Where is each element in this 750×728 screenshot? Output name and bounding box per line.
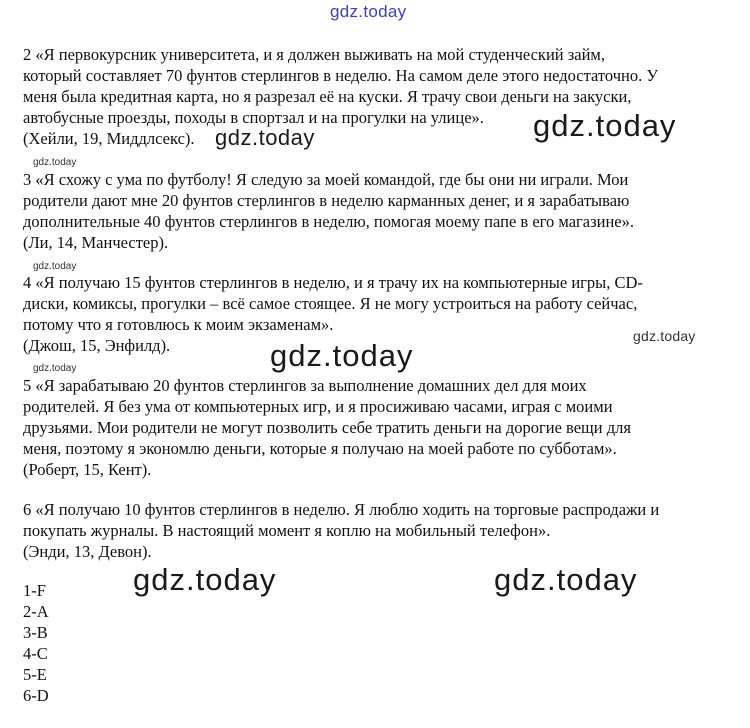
watermark-small: gdz.today <box>33 363 77 374</box>
text-line: покупать журналы. В настоящий момент я коплю на мобильный телефон». <box>23 521 551 540</box>
text-line: автобусные проезды, походы в спортзал и на прогулки на улице». <box>23 108 484 127</box>
text-line: родителей. Я без ума от компьютерных игр, и я просиживаю часами, играя с моими <box>23 397 613 416</box>
text-line: 2 «Я первокурсник университета, и я должен выживать на мой студенческий займ, <box>23 45 605 64</box>
text-line: (Энди, 13, Девон). <box>23 542 152 561</box>
answer-item: 5-E <box>23 665 47 684</box>
text-line: 4 «Я получаю 15 фунтов стерлингов в неделю, и я трачу их на компьютерные игры, CD- <box>23 273 643 292</box>
text-line: который составляет 70 фунтов стерлингов в неделю. На самом деле этого недостаточно. У <box>23 66 659 85</box>
paragraph-6 <box>23 499 728 562</box>
text-line: (Хейли, 19, Миддлсекс). <box>23 129 195 148</box>
answer-item: 4-C <box>23 644 48 663</box>
text-line: (Ли, 14, Манчестер). <box>23 233 169 252</box>
answers-list <box>23 580 49 706</box>
text-line: меня была кредитная карта, но я разрезал её на куски. Я трачу свои деньги на закуски, <box>23 87 632 106</box>
watermark: gdz.today <box>494 562 638 597</box>
text-line: дополнительные 40 фунтов стерлингов в неделю, помогая моему папе в его магазине». <box>23 212 634 231</box>
watermark-small: gdz.today <box>33 261 77 272</box>
text-line: 6 «Я получаю 10 фунтов стерлингов в неделю. Я люблю ходить на торговые распродажи и <box>23 500 660 519</box>
answer-item: 1-F <box>23 581 46 600</box>
text-line: 3 «Я схожу с ума по футболу! Я следую за моей командой, где бы они ни играли. Мои <box>23 170 629 189</box>
text-line: родители дают мне 20 фунтов стерлингов в неделю карманных денег, и я зарабатываю <box>23 191 630 210</box>
watermark: gdz.today <box>215 125 315 150</box>
answer-item: 3-B <box>23 623 48 642</box>
text-line: (Роберт, 15, Кент). <box>23 460 152 479</box>
watermark: gdz.today <box>633 328 696 344</box>
text-line: друзьями. Мои родители не могут позволить себе тратить деньги на дорогие вещи для <box>23 418 631 437</box>
text-line: потому что я готовлюсь к моим экзаменам». <box>23 315 334 334</box>
text-line: диски, комиксы, прогулки – всё самое стоящее. Я не могу устроиться на работу сейчас, <box>23 294 638 313</box>
paragraph-5 <box>23 375 728 480</box>
paragraph-3 <box>23 169 728 253</box>
watermark-top: gdz.today <box>330 2 407 21</box>
text-line: меня, поэтому я экономлю деньги, которые я получаю на моей работе по субботам». <box>23 439 617 458</box>
watermark: gdz.today <box>533 108 677 143</box>
watermark: gdz.today <box>133 562 277 597</box>
watermark-small: gdz.today <box>33 157 77 168</box>
text-line: 5 «Я зарабатываю 20 фунтов стерлингов за выполнение домашних дел для моих <box>23 376 587 395</box>
answer-item: 2-A <box>23 602 49 621</box>
text-line: (Джош, 15, Энфилд). <box>23 336 171 355</box>
answer-item: 6-D <box>23 686 49 705</box>
watermark: gdz.today <box>270 338 414 373</box>
